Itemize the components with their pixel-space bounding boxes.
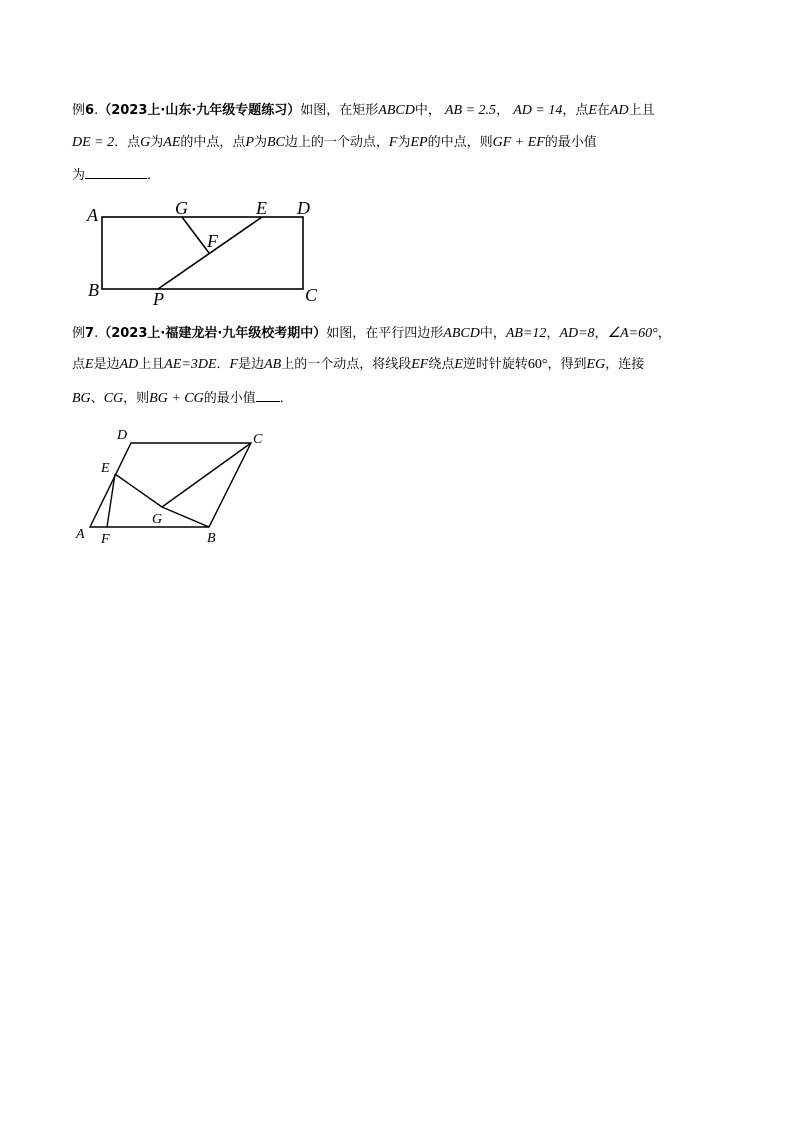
ex6-math: F xyxy=(388,135,398,150)
ex6-text: 边上的一个动点， xyxy=(284,135,389,150)
label-P: P xyxy=(153,289,164,309)
label-C: C xyxy=(253,432,263,447)
ex7-math: AB xyxy=(264,357,282,372)
ex7-math: ABCD xyxy=(443,326,480,341)
ex7-text: 中， xyxy=(479,326,506,341)
ex7-math: AE=3DE xyxy=(164,357,217,372)
ex6-math: BC xyxy=(266,135,285,150)
ex6-text: ， xyxy=(496,103,510,118)
ex6-math: E xyxy=(588,103,597,118)
ex7-text: 逆时针旋转 xyxy=(462,357,528,372)
ex7-source: （2023上·福建龙岩·九年级校考期中） xyxy=(98,326,327,341)
ex6-text: 在 xyxy=(596,103,610,118)
ex7-text: 上且 xyxy=(138,357,165,372)
ex7-math: E xyxy=(454,357,463,372)
label-F: F xyxy=(101,532,110,547)
ex7-text: 点 xyxy=(72,357,86,372)
segment-ep xyxy=(158,217,262,289)
ex7-label: 例 xyxy=(72,326,86,341)
segment-eg xyxy=(115,474,162,507)
ex7-text: 是边 xyxy=(93,357,120,372)
ex6-math: AD xyxy=(609,103,629,118)
ex7-text: ， xyxy=(657,326,671,341)
label-G: G xyxy=(152,512,163,527)
ex7-text: 、 xyxy=(90,391,104,406)
ex7-math: E xyxy=(85,357,94,372)
parallelogram-abcd xyxy=(90,443,251,527)
ex7-text: 上的一个动点，将线段 xyxy=(281,357,412,372)
ex6-text: 中， xyxy=(414,103,441,118)
ex7-text: 如图，在平行四边形 xyxy=(326,326,444,341)
ex6-number: 6 xyxy=(85,103,95,118)
ex6-text: ．点 xyxy=(114,135,141,150)
ex6-math: AE xyxy=(163,135,181,150)
ex6-math: AD = 14 xyxy=(513,103,563,118)
ex6-math: P xyxy=(245,135,254,150)
ex7-math: EG xyxy=(586,357,606,372)
ex6-text: 为 xyxy=(72,168,86,183)
label-A: A xyxy=(87,205,98,225)
ex7-text: ，则 xyxy=(123,391,150,406)
ex6-math: ABCD xyxy=(378,103,415,118)
ex7-number: 7 xyxy=(85,326,95,341)
ex7-dot: . xyxy=(94,326,99,341)
ex6-text: 为 xyxy=(253,135,267,150)
figure-7 xyxy=(90,443,251,527)
ex6-text: 为 xyxy=(397,135,411,150)
ex6-source: （2023上·山东·九年级专题练习） xyxy=(98,103,301,118)
ex7-math: AD xyxy=(119,357,139,372)
label-F: F xyxy=(207,231,218,251)
label-G: G xyxy=(175,198,188,218)
ex7-math: ∠A=60° xyxy=(607,326,658,341)
segment-gb xyxy=(162,507,209,527)
ex6-text: ． xyxy=(147,168,161,183)
label-D: D xyxy=(117,428,128,443)
ex6-math: EP xyxy=(410,135,428,150)
ex7-math: AB=12 xyxy=(505,326,547,341)
ex6-math: GF + EF xyxy=(492,135,545,150)
figure-7-labels xyxy=(75,428,263,547)
ex7-math: CG xyxy=(103,391,124,406)
ex7-text: 绕点 xyxy=(428,357,455,372)
ex7-text: ， xyxy=(594,326,608,341)
ex7-math: BG + CG xyxy=(149,391,204,406)
rectangle-abcd xyxy=(102,217,303,289)
ex6-math: AB = 2.5 xyxy=(445,103,497,118)
ex6-math: DE = 2 xyxy=(72,135,115,150)
label-B: B xyxy=(207,531,216,546)
ex7-math: AD=8 xyxy=(559,326,595,341)
label-A: A xyxy=(76,527,85,542)
ex7-text: 是边 xyxy=(238,357,265,372)
ex7-text: ． xyxy=(216,357,230,372)
segment-gf xyxy=(182,217,209,253)
segment-gc xyxy=(162,443,251,507)
ex6-text: 的中点，则 xyxy=(427,135,493,150)
figure-6-labels xyxy=(86,198,318,309)
ex7-math: EF xyxy=(411,357,429,372)
ex7-text: 的最小值 xyxy=(203,391,256,406)
label-D: D xyxy=(297,198,310,218)
ex7-text: ， xyxy=(546,326,560,341)
ex6-text: 如图，在矩形 xyxy=(300,103,379,118)
label-E: E xyxy=(101,461,110,476)
segment-ef xyxy=(107,474,115,527)
ex6-text: 上且 xyxy=(628,103,655,118)
ex6-math: G xyxy=(140,135,151,150)
ex7-math: BG xyxy=(72,391,91,406)
figure-6 xyxy=(102,217,303,289)
ex6-text: 的最小值 xyxy=(544,135,597,150)
ex7-text: ，连接 xyxy=(605,357,645,372)
ex7-math: F xyxy=(229,357,239,372)
ex7-text: ． xyxy=(279,391,293,406)
ex6-text: 为 xyxy=(150,135,164,150)
ex6-dot: . xyxy=(94,103,99,118)
label-C: C xyxy=(305,285,318,305)
label-E: E xyxy=(256,198,267,218)
ex6-label: 例 xyxy=(72,103,86,118)
ex6-text: 的中点，点 xyxy=(180,135,246,150)
ex7-text: ，得到 xyxy=(547,357,587,372)
ex7-math: 60° xyxy=(527,357,548,372)
ex6-text: ，点 xyxy=(562,103,589,118)
label-B: B xyxy=(88,280,99,300)
